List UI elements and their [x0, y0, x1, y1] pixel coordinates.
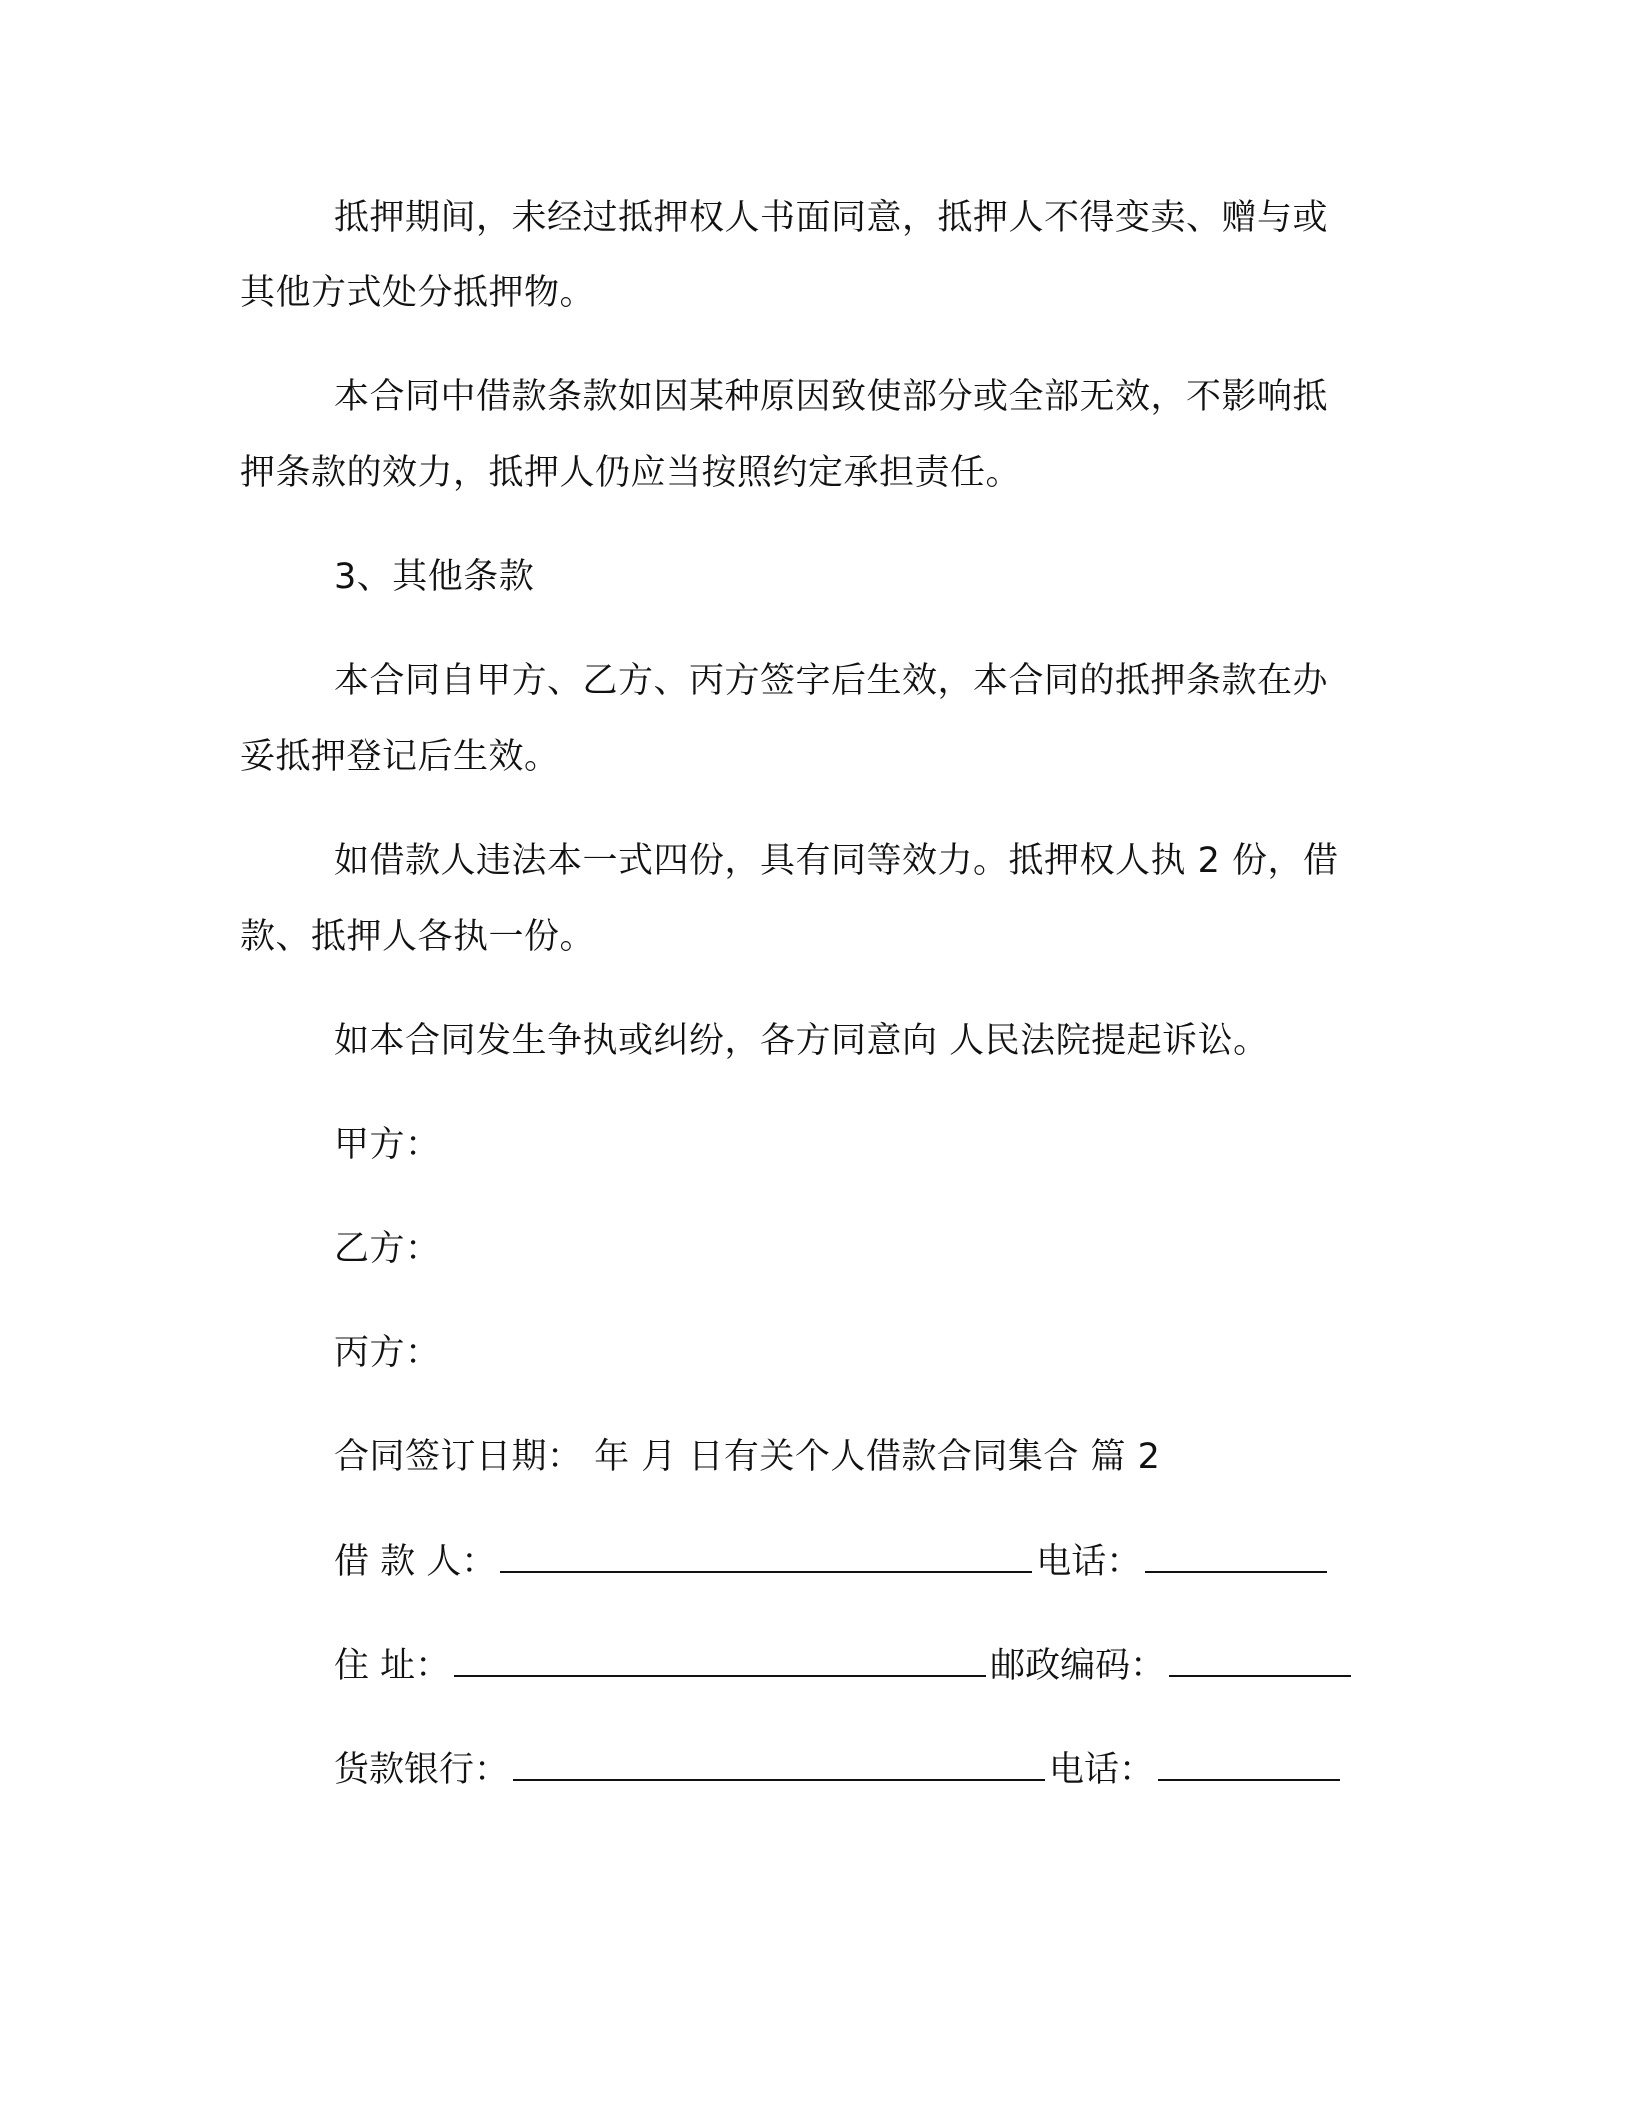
borrower-phone-blank[interactable]: [1145, 1539, 1327, 1573]
section-heading-other-terms: 3、其他条款: [334, 557, 535, 597]
postal-code-blank[interactable]: [1169, 1643, 1351, 1677]
signature-party-b: 乙方：: [334, 1229, 441, 1269]
postal-code-label: 邮政编码：: [990, 1646, 1166, 1686]
address-label: 住 址：: [334, 1646, 451, 1686]
paragraph-invalid-clause-line2: 押条款的效力，抵押人仍应当按照约定承担责任。: [240, 453, 1022, 493]
paragraph-effective-line2: 妥抵押登记后生效。: [240, 737, 560, 777]
signature-party-a: 甲方：: [334, 1125, 441, 1165]
borrower-row: [334, 1539, 1331, 1584]
paragraph-mortgage-period-line2: 其他方式处分抵押物。: [240, 273, 596, 313]
bank-row: [334, 1747, 1344, 1792]
address-row: [334, 1643, 1355, 1688]
paragraph-copies-line2: 款、抵押人各执一份。: [240, 917, 596, 957]
paragraph-invalid-clause-line1: 本合同中借款条款如因某种原因致使部分或全部无效，不影响抵: [334, 377, 1329, 417]
bank-label: 货款银行：: [334, 1750, 510, 1790]
paragraph-mortgage-period-line1: 抵押期间，未经过抵押权人书面同意，抵押人不得变卖、赠与或: [334, 198, 1329, 238]
address-blank[interactable]: [454, 1643, 986, 1677]
borrower-blank[interactable]: [500, 1539, 1032, 1573]
bank-blank[interactable]: [513, 1747, 1045, 1781]
bank-phone-blank[interactable]: [1158, 1747, 1340, 1781]
signature-party-c: 丙方：: [334, 1333, 441, 1373]
contract-sign-date: 合同签订日期： 年 月 日有关个人借款合同集合 篇 2: [334, 1437, 1161, 1477]
borrower-phone-label: 电话：: [1036, 1542, 1142, 1582]
paragraph-copies-line1: 如借款人违法本一式四份，具有同等效力。抵押权人执 2 份，借: [334, 841, 1339, 881]
borrower-label: 借 款 人：: [334, 1542, 497, 1582]
bank-phone-label: 电话：: [1049, 1750, 1155, 1790]
paragraph-dispute: 如本合同发生争执或纠纷，各方同意向 人民法院提起诉讼。: [334, 1021, 1269, 1061]
paragraph-effective-line1: 本合同自甲方、乙方、丙方签字后生效，本合同的抵押条款在办: [334, 661, 1329, 701]
